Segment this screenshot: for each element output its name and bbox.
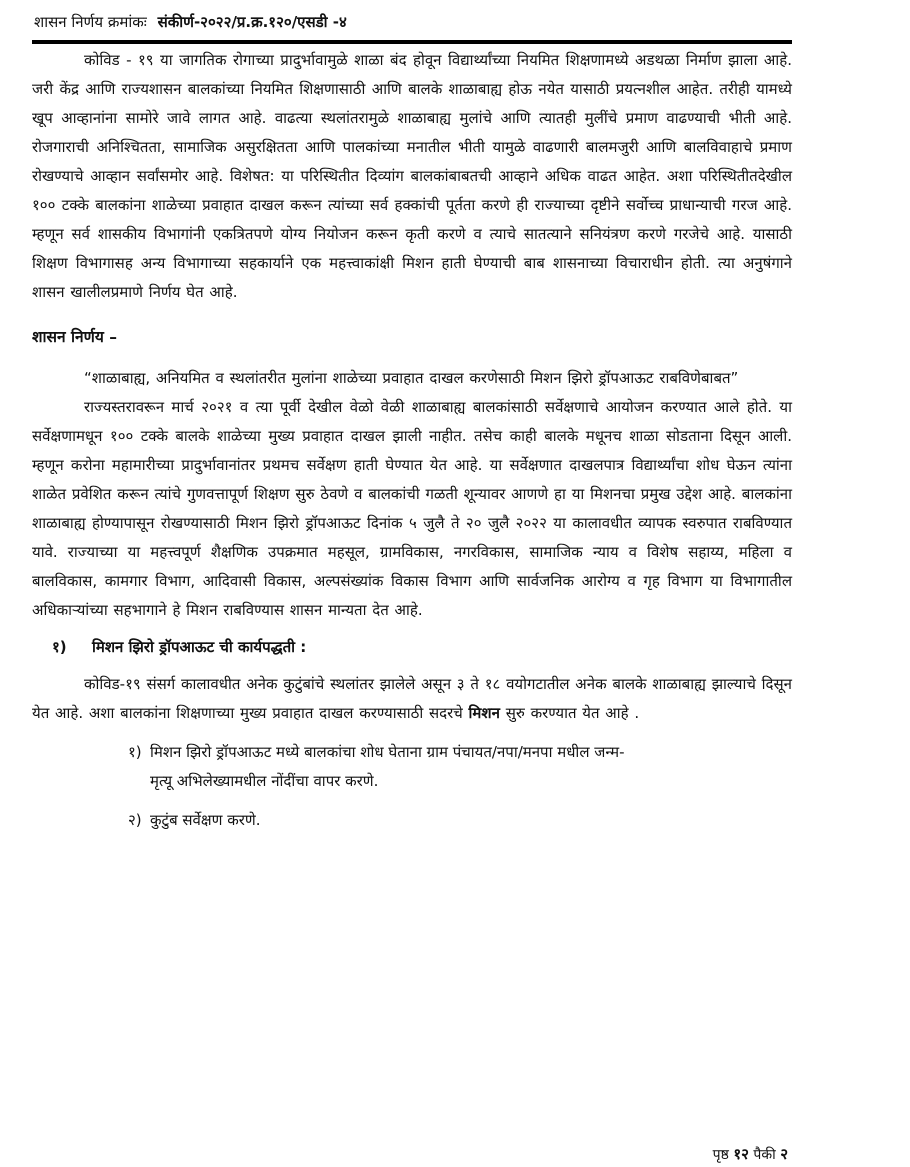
numbered-list — [32, 738, 792, 835]
decision-heading: शासन निर्णय – — [32, 328, 117, 346]
list-item-text-line1: मिशन झिरो ड्रॉपआऊट मध्ये बालकांचा शोध घेताना ग्राम पंचायत/नपा/मनपा मधील जन्म- — [150, 743, 625, 761]
page-number — [713, 1144, 788, 1165]
section-paragraph-end: सुरु करण्यात येत आहे . — [505, 704, 640, 722]
intro-paragraph: कोविड - १९ या जागतिक रोगाच्या प्रादुर्भावामुळे शाळा बंद होवून विद्यार्थ्यांच्या नियमित शिक्षणामध्ये अडथळा निर्माण झाला आहे. जरी केंद्र आणि राज्यशासन बालकांच्या नियमित शिक्षणासाठी आणि बालके शाळाबाह्य होऊ नयेत यासाठी प्रयत्नशील आहेत. तरीही यामध्ये खूप आव्हानांना सामोरे जावे लागत आहे. वाढत्या स्थलांतरामुळे शाळाबाह्य मुलांचे आणि त्यातही मुलींचे प्रमाण वाढण्याची भीती आहे. रोजगाराची अनिश्चितता, सामाजिक असुरक्षितता आणि पालकांच्या मनातील भीती यामुळे वाढणारी बालमजुरी आणि बालविवाहाचे प्रमाण रोखण्याचे आव्हान सर्वांसमोर आहे. विशेषत: या परिस्थितीत दिव्यांग बालकांबाबतची आव्हाने अधिक वाढत आहेत. अशा परिस्थितीतदेखील १०० टक्के बालकांना शाळेच्या प्रवाहात दाखल करून त्यांच्या सर्व हक्कांची पूर्तता करणे ही राज्याच्या दृष्टीने सर्वोच्च प्राधान्याची गरज आहे. म्हणून सर्व शासकीय विभागांनी एकत्रितपणे योग्य नियोजन करून कृती करणे व त्याचे सातत्याने सनियंत्रण करणे गरजेचे आहे. यासाठी शिक्षण विभागासह अन्य विभागाच्या सहकार्याने एक महत्त्वाकांक्षी मिशन हाती घेण्याची बाब शासनाच्या विचाराधीन होती. त्या अनुषंगाने शासन खालीलप्रमाणे निर्णय घेत आहे. — [32, 51, 792, 301]
section-paragraph — [32, 670, 792, 728]
list-item-text-line2: मृत्यू अभिलेख्यामधील नोंदींचा वापर करणे. — [150, 772, 379, 790]
section-title: मिशन झिरो ड्रॉपआऊट ची कार्यपद्धती : — [92, 638, 307, 656]
mission-title: “शाळाबाह्य, अनियमित व स्थलांतरीत मुलांना शाळेच्या प्रवाहात दाखल करणेसाठी मिशन झिरो ड्रॉपआऊट राबविणेबाबत” — [84, 369, 739, 387]
document-header — [34, 8, 794, 40]
page-of-label: पैकी — [753, 1147, 776, 1163]
page-current: २ — [780, 1145, 788, 1163]
section-paragraph-bold: मिशन — [468, 704, 500, 722]
list-item-number: १) — [128, 743, 142, 761]
list-item-text-line1: कुटुंब सर्वेक्षण करणे. — [150, 811, 261, 829]
page-label: पृष्ठ — [712, 1147, 729, 1163]
header-label: शासन निर्णय क्रमांकः — [34, 13, 147, 31]
list-item — [128, 738, 792, 796]
list-item-number: २) — [128, 811, 142, 829]
section-paragraph-text: कोविड-१९ संसर्ग कालावधीत अनेक कुटुंबांचे स्थलांतर झालेले असून ३ ते १८ वयोगटातील अनेक बालके शाळाबाह्य झाल्याचे दिसून येत आहे. अशा बालकांना शिक्षणाच्या मुख्य प्रवाहात दाखल करण्यासाठी सदरचे — [32, 675, 792, 722]
section-heading — [32, 633, 792, 662]
decision-paragraph: राज्यस्तरावरून मार्च २०२१ व त्या पूर्वी देखील वेळो वेळी शाळाबाह्य बालकांसाठी सर्वेक्षणाचे आयोजन करण्यात आले होते. या सर्वेक्षणामधून १०० टक्के बालके शाळेच्या मुख्य प्रवाहात दाखल झाली नाहीत. तसेच काही बालके मधूनच शाळा सोडताना दिसून आली. म्हणून करोना महामारीच्या प्रादुर्भावानांतर प्रथमच सर्वेक्षण हाती घेण्यात येत आहे. या सर्वेक्षणात दाखलपात्र विद्यार्थ्यांचा शोध घेऊन त्यांना शाळेत प्रवेशित करून त्यांचे गुणवत्तापूर्ण शिक्षण सुरु ठेवणे व बालकांची गळती शून्यावर आणणे हा या मिशनचा प्रमुख उद्देश आहे. बालकांना शाळाबाह्य होण्यापासून रोखण्यासाठी मिशन झिरो ड्रॉपआऊट दिनांक ५ जुलै ते २० जुलै २०२२ या कालावधीत व्यापक स्वरुपात राबविण्यात यावे. राज्याच्या या महत्त्वपूर्ण शैक्षणिक उपक्रमात महसूल, ग्रामविकास, नगरविकास, सामाजिक न्याय व विशेष सहाय्य, महिला व बालविकास, कामगार विभाग, आदिवासी विकास, अल्पसंख्यांक विकास विभाग आणि सार्वजनिक आरोग्य व गृह विभाग या विभागातील अधिकाऱ्यांच्या सहभागाने हे मिशन राबविण्यास शासन मान्यता देत आहे. — [32, 398, 792, 619]
section-number: १) — [52, 638, 67, 656]
page-total: १२ — [733, 1145, 749, 1163]
document-body — [32, 44, 792, 1144]
list-item — [128, 806, 792, 835]
header-reference-number: संकीर्ण-२०२२/प्र.क्र.१२०/एसडी -४ — [157, 13, 347, 31]
